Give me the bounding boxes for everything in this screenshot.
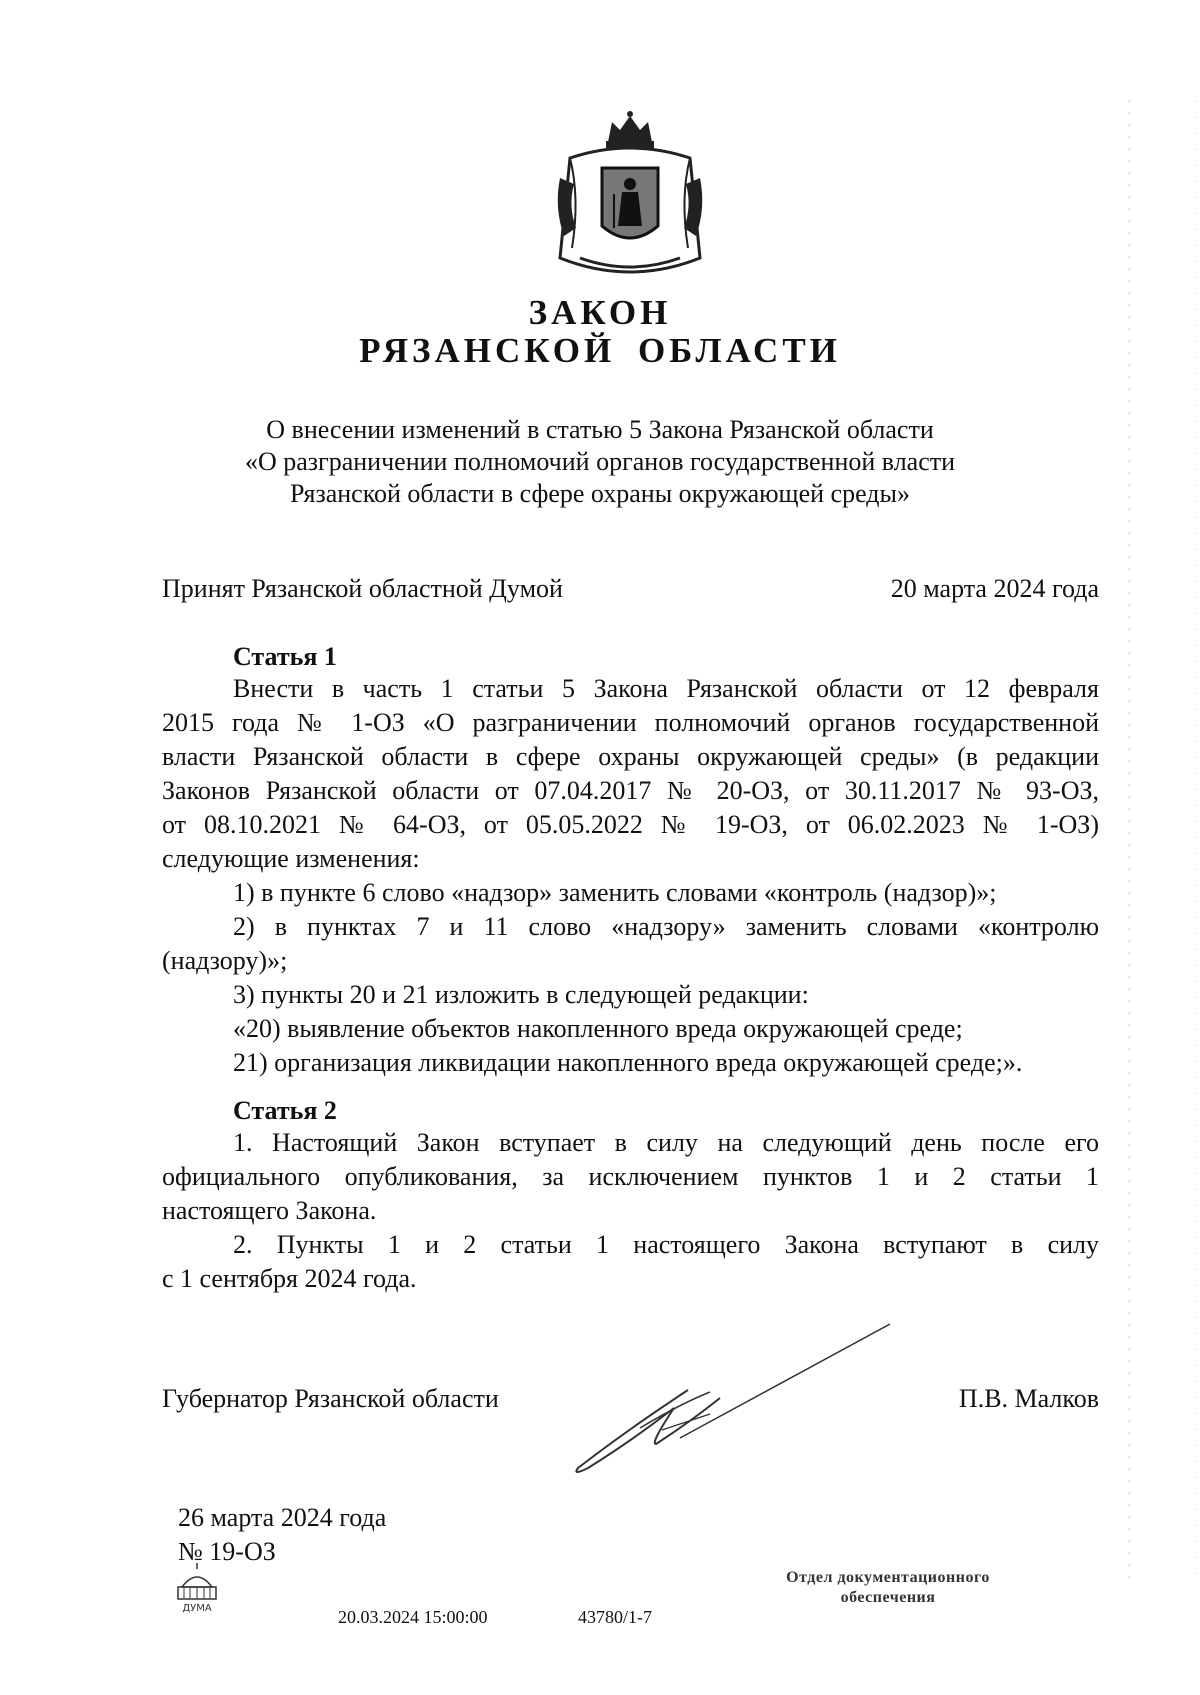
region-heading: РЯЗАНСКОЙ ОБЛАСТИ: [359, 331, 841, 370]
adopted-by: Принят Рязанской областной Думой: [162, 574, 563, 603]
article-1-intro: [162, 672, 1099, 1080]
article-1-title: Статья 1: [233, 642, 337, 671]
quoted-item: 21) организация ликвидации накопленного вреда окружающей среде;».: [233, 1048, 1023, 1077]
signing-details: [178, 1501, 386, 1569]
subject-line: «О разграничении полномочий органов государственной власти: [244, 447, 956, 476]
signatory-name: П.В. Малков: [958, 1384, 1099, 1413]
text-line: (надзору)»;: [162, 946, 288, 975]
text-line: власти Рязанской области в сфере охраны окружающей среды» (в редакции: [162, 742, 1099, 771]
law-number: № 19-ОЗ: [178, 1537, 276, 1566]
text-line: 1. Настоящий Закон вступает в силу на следующий день после его: [233, 1128, 1099, 1157]
text-line: с 1 сентября 2024 года.: [162, 1264, 417, 1293]
signatory-position: Губернатор Рязанской области: [162, 1384, 499, 1413]
text-line: Законов Рязанской области от 07.04.2017 № 20-ОЗ, от 30.11.2017 № 93-ОЗ,: [162, 776, 1099, 805]
registration-number: 43780/1-7: [578, 1607, 652, 1627]
text-line: официального опубликования, за исключением пунктов 1 и 2 статьи 1: [162, 1162, 1099, 1191]
list-item: 2) в пунктах 7 и 11 слово «надзору» заменить словами «контролю: [233, 912, 1099, 941]
adoption-date: 20 марта 2024 года: [890, 574, 1099, 603]
duma-logo-icon: [170, 1561, 224, 1615]
scan-margin-marks: [1128, 100, 1130, 1580]
article-2-body: [162, 1126, 1099, 1296]
subject-line: О внесении изменений в статью 5 Закона Рязанской области: [266, 415, 934, 444]
article-2-title: Статья 2: [233, 1096, 337, 1125]
text-line: 2. Пункты 1 и 2 статьи 1 настоящего Закона вступают в силу: [233, 1230, 1099, 1259]
text-line: настоящего Закона.: [162, 1196, 377, 1225]
svg-text:ДУМА: ДУМА: [182, 1603, 212, 1614]
subject-line: Рязанской области в сфере охраны окружающей среды»: [290, 479, 910, 508]
text-line: от 08.10.2021 № 64-ОЗ, от 05.05.2022 № 19-ОЗ, от 06.02.2023 № 1-ОЗ): [162, 810, 1099, 839]
list-item: 3) пункты 20 и 21 изложить в следующей редакции:: [233, 980, 809, 1009]
adoption-row: [162, 574, 1099, 604]
signature-row: [162, 1384, 1099, 1414]
text-line: следующие изменения:: [162, 844, 420, 873]
department-stamp: [738, 1568, 1038, 1608]
list-item: 1) в пункте 6 слово «надзор» заменить словами «контроль (надзор)»;: [233, 878, 997, 907]
stamp-line: Отдел документационного: [786, 1569, 990, 1586]
registration-timestamp: 20.03.2024 15:00:00: [338, 1607, 488, 1627]
coat-of-arms-icon: [550, 108, 710, 286]
quoted-item: «20) выявление объектов накопленного вреда окружающей среде;: [233, 1014, 963, 1043]
document-type-heading: ЗАКОН: [528, 293, 672, 332]
law-subject: [0, 414, 1200, 510]
scan-margin-marks: [1196, 100, 1198, 1580]
signing-date: 26 марта 2024 года: [178, 1503, 387, 1532]
text-line: 2015 года № 1-ОЗ «О разграничении полномочий органов государственной: [162, 708, 1099, 737]
text-line: Внести в часть 1 статьи 5 Закона Рязанской области от 12 февраля: [233, 674, 1099, 703]
stamp-line: обеспечения: [840, 1589, 936, 1606]
